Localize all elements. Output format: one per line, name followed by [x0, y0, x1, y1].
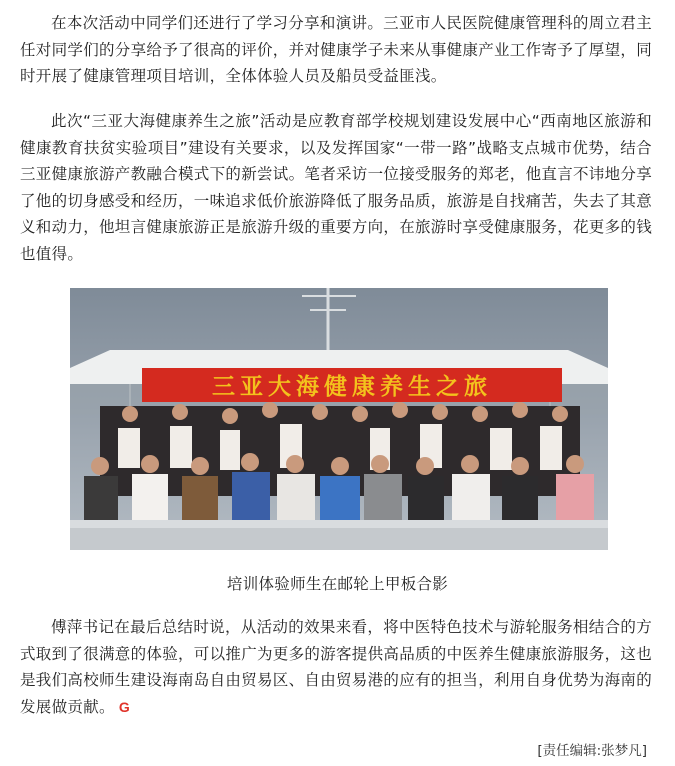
paragraph-3-text: 傅萍书记在最后总结时说，从活动的效果来看，将中医特色技术与游轮服务相结合的方式取到了很满意的体验，可以推广为更多的游客提供高品质的中医养生健康旅游服务，这也是我们高校师生建设海南岛自由贸易区、自由贸易港的应有的担当，利用自身优势为海南的发展做贡献。 [20, 618, 653, 716]
banner-text: 三亚大海健康养生之旅 [212, 374, 492, 400]
editor-credit: [责任编辑:张梦凡] [537, 743, 647, 759]
site-logo-icon: G [118, 698, 131, 715]
group-photo [70, 288, 608, 550]
paragraph-1: 在本次活动中同学们还进行了学习分享和演讲。三亚市人民医院健康管理科的周立君主任对同学们的分享给予了很高的评价，并对健康学子未来从事健康产业工作寄予了厚望，同时开展了健康管理项目培训，全体体验人员及船员受益匪浅。 [20, 14, 653, 85]
paragraph-2: 此次“三亚大海健康养生之旅”活动是应教育部学校规划建设发展中心“西南地区旅游和健康教育扶贫实验项目”建设有关要求，以及发挥国家“一带一路”战略支点城市优势，结合三亚健康旅游产教融合模式下的新尝试。笔者采访一位接受服务的郑老，他直言不讳地分享了他的切身感受和经历，一味追求低价旅游降低了服务品质，旅游是自找痛苦，失去了其意义和动力，他坦言健康旅游正是旅游升级的重要方向，在旅游时享受健康服务，花更多的钱也值得。 [20, 112, 653, 263]
photo-caption: 培训体验师生在邮轮上甲板合影 [226, 575, 449, 593]
paragraph-3 [20, 614, 652, 720]
